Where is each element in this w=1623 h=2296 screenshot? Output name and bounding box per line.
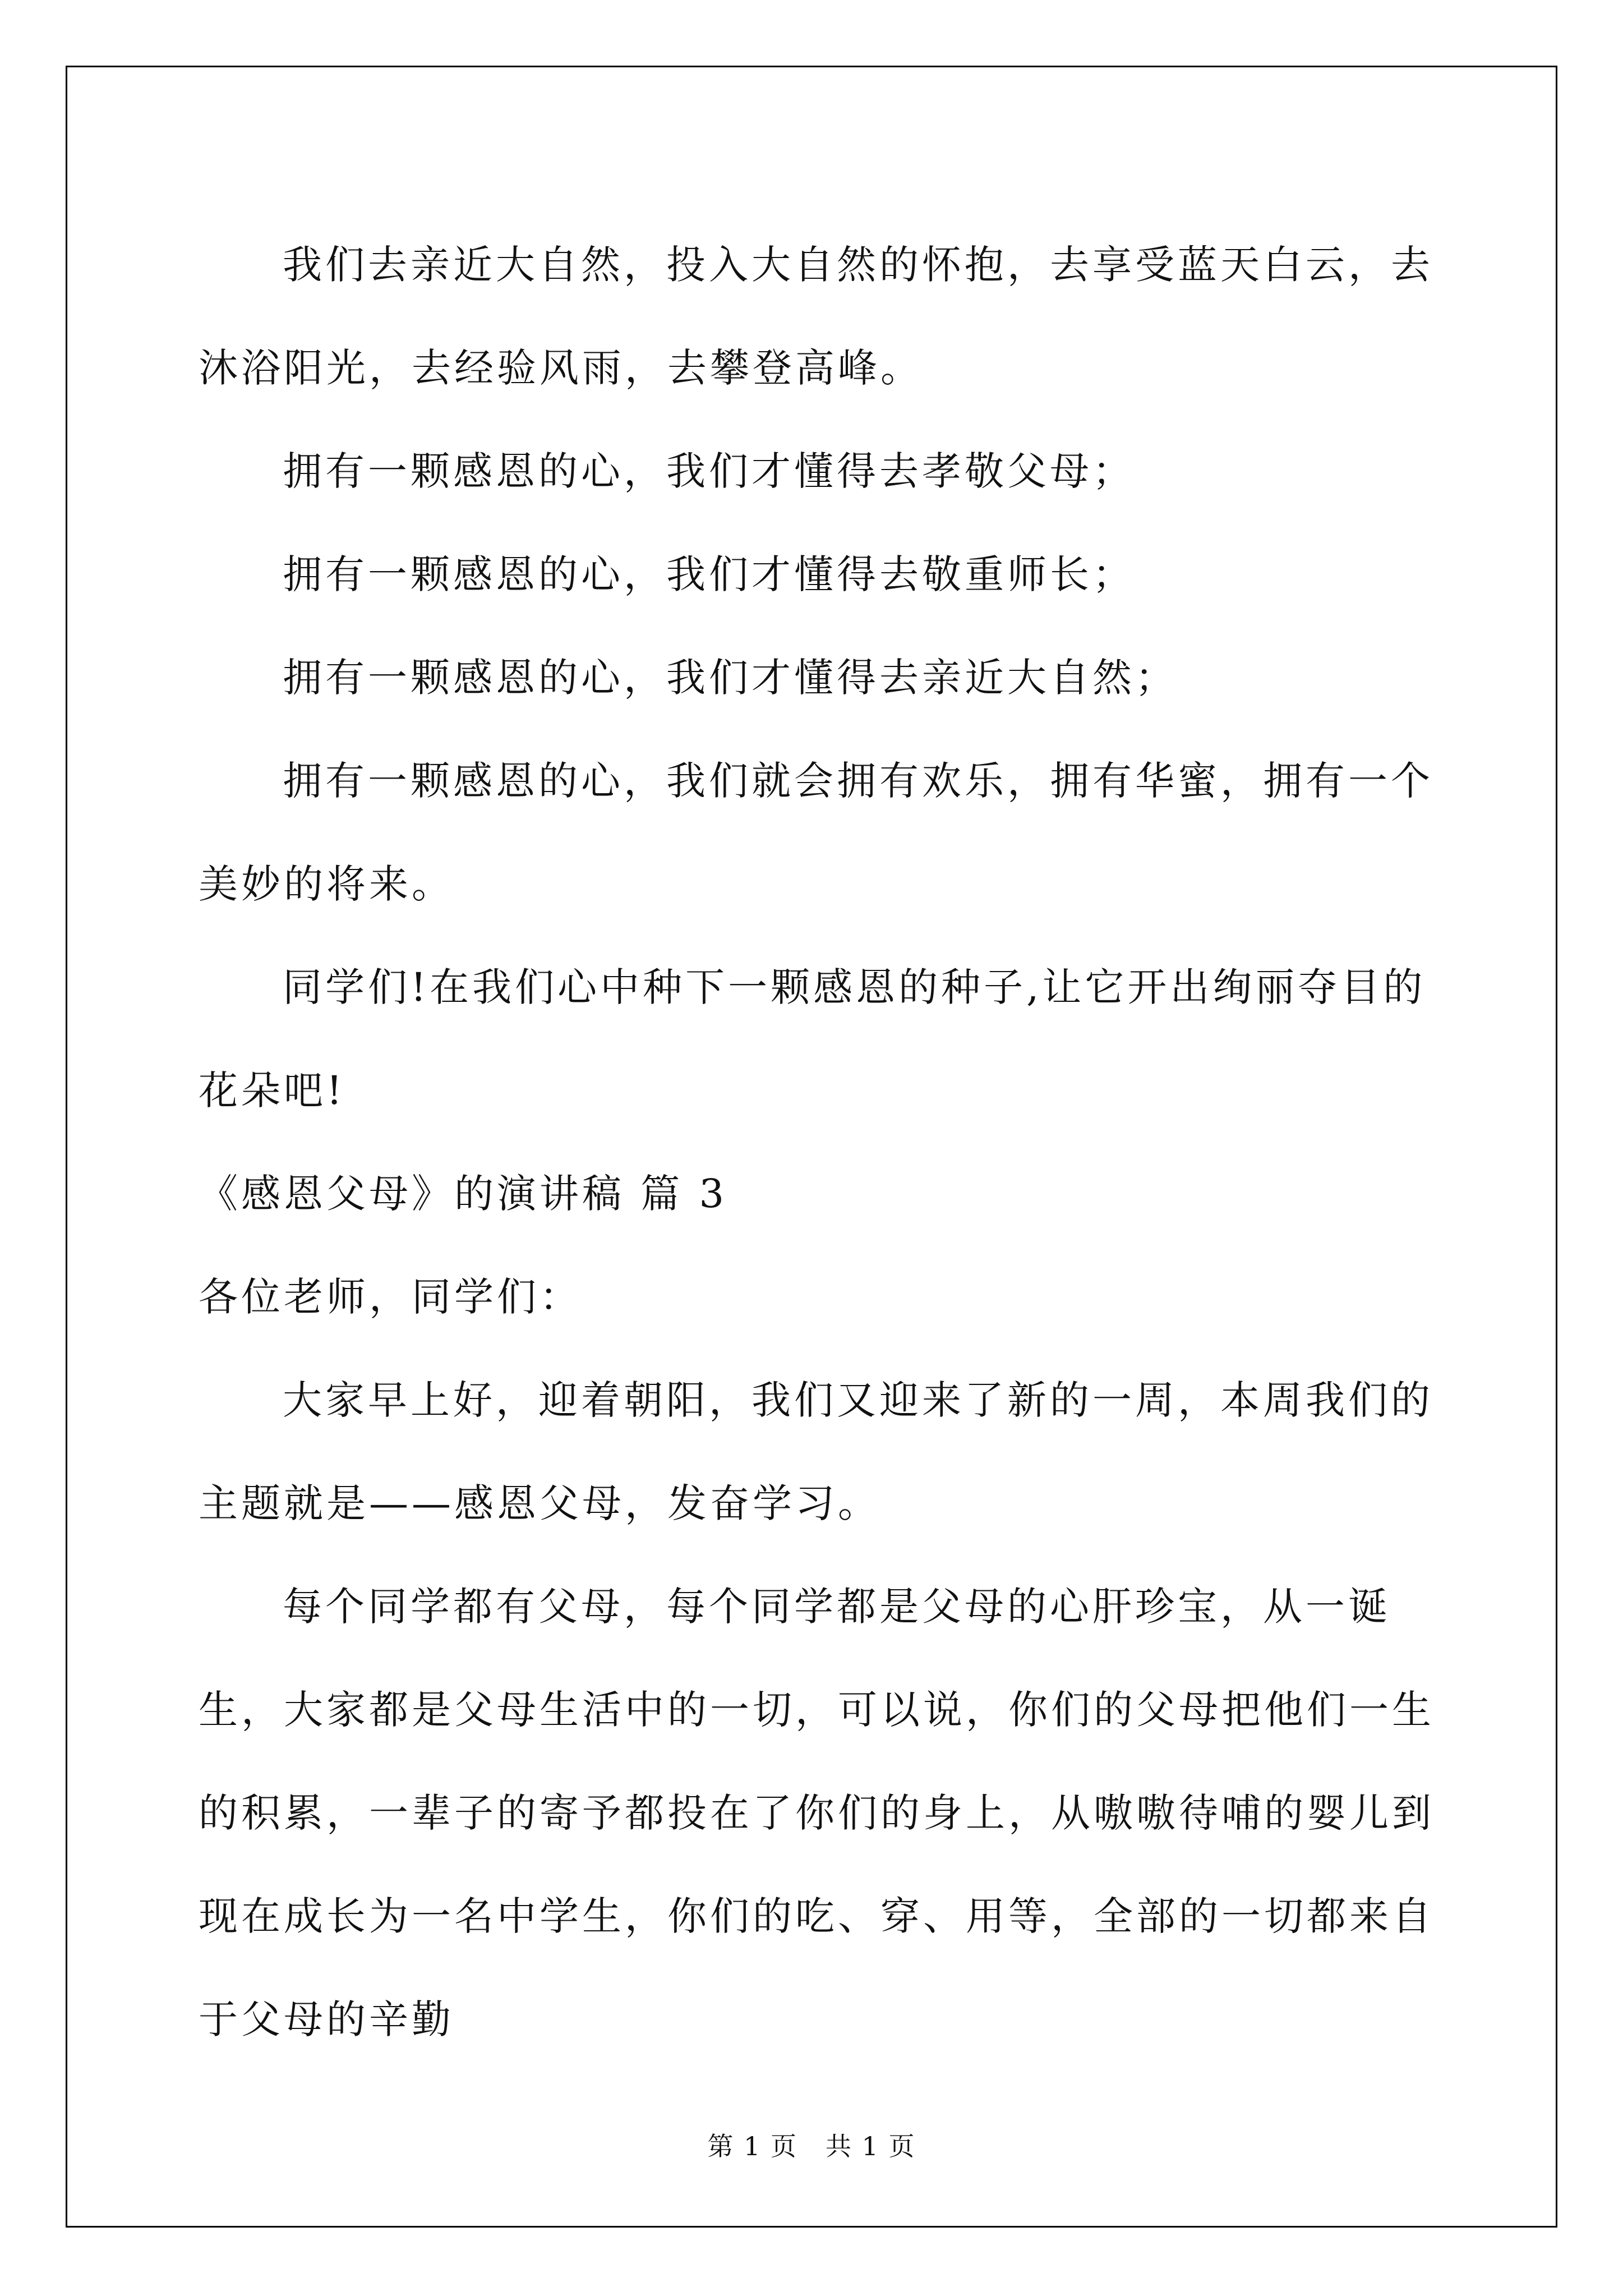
paragraph-happiness: 拥有一颗感恩的心，我们就会拥有欢乐，拥有华蜜，拥有一个美妙的将来。 <box>199 758 1433 907</box>
paragraph-nature-closeness: 拥有一颗感恩的心，我们才懂得去亲近大自然； <box>283 655 1178 701</box>
paragraph-respect-teachers: 拥有一颗感恩的心，我们才懂得去敬重师长； <box>283 551 1135 597</box>
paragraph-seed: 同学们!在我们心中种下一颗感恩的种子,让它开出绚丽夺目的花朵吧! <box>199 964 1426 1114</box>
paragraph-parents: 每个同学都有父母，每个同学都是父母的心肝珍宝，从一诞生，大家都是父母生活中的一切，可以说，你们的父母把他们一生的积累，一辈子的寄予都投在了你们的身上，从嗷嗷待哺的婴儿到现在成长为一名中学生，你们的吃、穿、用等，全部的一切都来自于父母的辛勤 <box>199 1584 1435 2042</box>
paragraph-nature: 我们去亲近大自然，投入大自然的怀抱，去享受蓝天白云，去沐浴阳光，去经验风雨，去攀登高峰。 <box>199 242 1433 391</box>
page-total: 共 1 页 <box>826 2131 916 2161</box>
section-heading: 《感恩父母》的演讲稿 篇 3 <box>199 1171 728 1217</box>
document-body <box>199 213 1460 2071</box>
page-footer <box>0 2126 1623 2163</box>
paragraph-greeting: 大家早上好，迎着朝阳，我们又迎来了新的一周，本周我们的主题就是——感恩父母，发奋学习。 <box>199 1377 1433 1526</box>
page-number: 第 1 页 <box>707 2131 797 2161</box>
paragraph-respect-parents: 拥有一颗感恩的心，我们才懂得去孝敬父母； <box>283 448 1135 494</box>
salutation: 各位老师，同学们： <box>199 1274 582 1320</box>
